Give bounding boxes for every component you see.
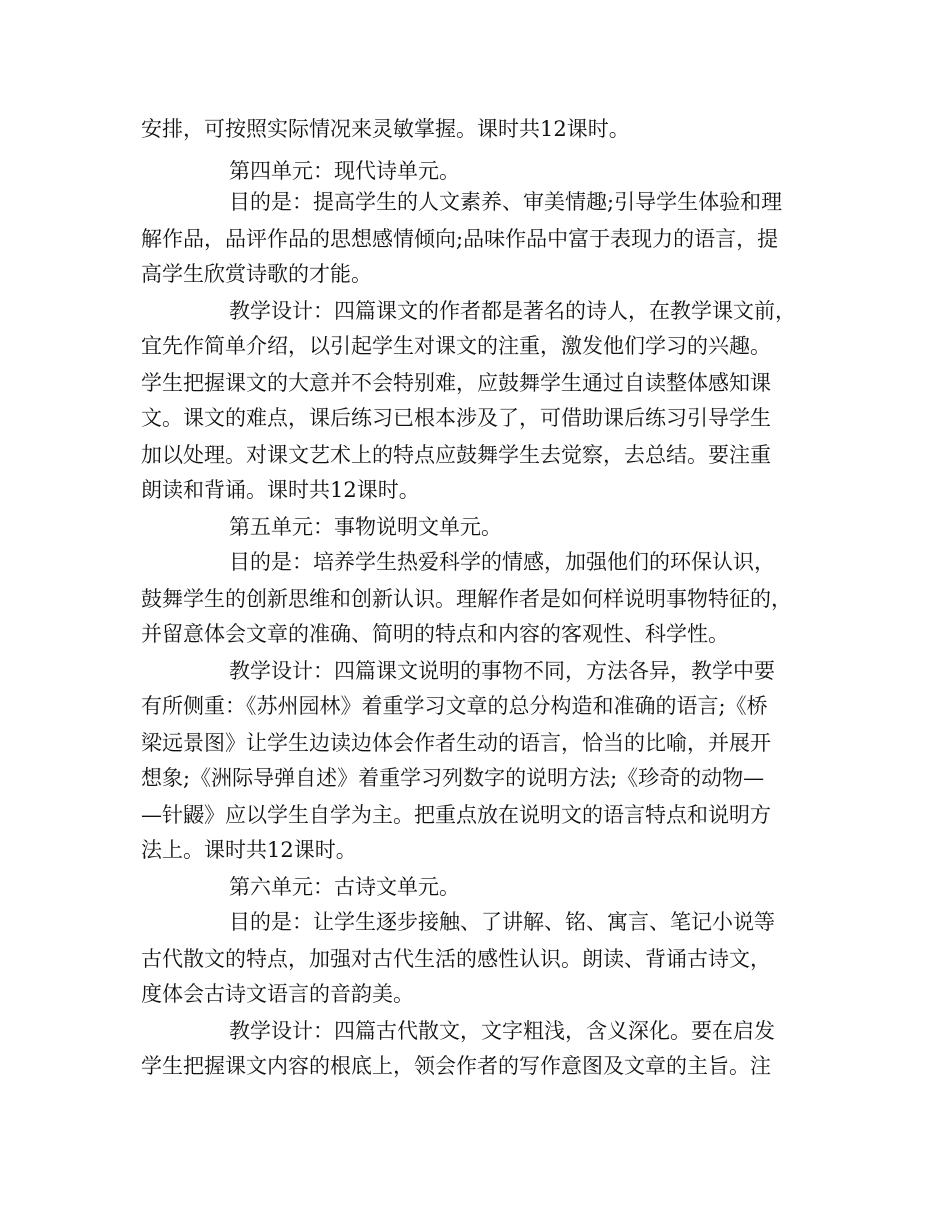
text-line: 安排，可按照实际情况来灵敏掌握。课时共12课时。 [141,117,630,141]
text-line: —针鼹》应以学生自学为主。把重点放在说明文的语言特点和说明方 [141,803,771,827]
text-line: 目的是：让学生逐步接触、了讲解、铭、寓言、笔记小说等 [229,910,775,934]
text-line: 文。课文的难点，课后练习已根本涉及了，可借助课后练习引导学生 [141,406,771,430]
text-line: 解作品，品评作品的思想感情倾向;品味作品中富于表现力的语言，提 [141,227,779,251]
text-line: 想象;《洲际导弹自述》着重学习列数字的说明方法;《珍奇的动物— [141,766,765,790]
text-line: 高学生欣赏诗歌的才能。 [141,262,372,286]
section-heading: 第四单元：现代诗单元。 [229,159,460,183]
text-line: 古代散文的特点，加强对古代生活的感性认识。朗读、背诵古诗文， [141,947,771,971]
text-line: 教学设计：四篇古代散文，文字粗浅，含义深化。要在启发 [229,1019,775,1043]
text-line: 度体会古诗文语言的音韵美。 [141,982,414,1006]
text-line: 宜先作简单介绍，以引起学生对课文的注重，激发他们学习的兴趣。 [141,334,771,358]
text-line: 教学设计：四篇课文的作者都是著名的诗人，在教学课文前， [229,299,796,323]
text-line: 有所侧重：《苏州园林》着重学习文章的总分构造和准确的语言;《桥 [141,694,768,718]
text-line: 法上。课时共12课时。 [141,838,357,862]
text-line: 鼓舞学生的创新思维和创新认识。理解作者是如何样说明事物特征的， [141,587,792,611]
section-heading: 第五单元：事物说明文单元。 [229,515,502,539]
text-line: 学生把握课文的大意并不会特别难，应鼓舞学生通过自读整体感知课 [141,371,771,395]
section-heading: 第六单元：古诗文单元。 [229,875,460,899]
text-line: 目的是：培养学生热爱科学的情感，加强他们的环保认识， [229,550,775,574]
text-line: 梁远景图》让学生边读边体会作者生动的语言，恰当的比喻，并展开 [141,731,771,755]
text-line: 加以处理。对课文艺术上的特点应鼓舞学生去觉察，去总结。要注重 [141,443,771,467]
text-line: 教学设计：四篇课文说明的事物不同，方法各异，教学中要 [229,659,775,683]
text-line: 朗读和背诵。课时共12课时。 [141,478,420,502]
text-line: 学生把握课文内容的根底上，领会作者的写作意图及文章的主旨。注 [141,1054,771,1078]
text-line: 并留意体会文章的准确、简明的特点和内容的客观性、科学性。 [141,622,729,646]
text-line: 目的是：提高学生的人文素养、审美情趣;引导学生体验和理 [229,190,783,214]
